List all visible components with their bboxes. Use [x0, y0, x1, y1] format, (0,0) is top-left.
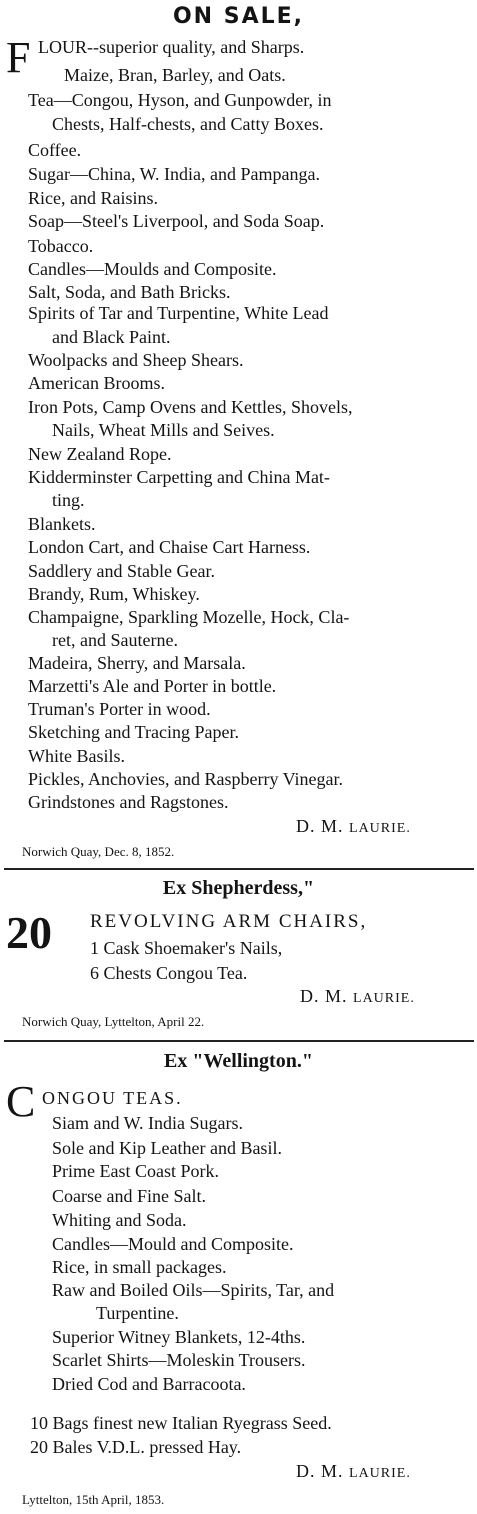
quantity-number: 20	[6, 907, 52, 958]
list-item: ting.	[52, 490, 85, 510]
list-item: Truman's Porter in wood.	[28, 699, 211, 719]
dateline: Lyttelton, 15th April, 1853.	[22, 1492, 165, 1507]
list-item: New Zealand Rope.	[28, 444, 172, 464]
signature	[296, 1460, 411, 1485]
list-item: Scarlet Shirts—Moleskin Trousers.	[52, 1350, 306, 1370]
list-item: Rice, in small packages.	[52, 1257, 227, 1277]
list-item: Champaigne, Sparkling Mozelle, Hock, Cla-	[28, 607, 350, 627]
list-item: Turpentine.	[96, 1303, 179, 1323]
list-item: Soap—Steel's Liverpool, and Soda Soap.	[28, 211, 325, 231]
list-item: Tobacco.	[28, 236, 94, 256]
signature-name: LAURIE.	[349, 1466, 411, 1481]
divider	[4, 1040, 474, 1042]
divider	[4, 868, 474, 870]
list-item: ret, and Sauterne.	[52, 630, 178, 650]
list-item: Iron Pots, Camp Ovens and Kettles, Shovels,	[28, 397, 353, 417]
drop-cap-letter: C	[6, 1077, 36, 1126]
list-item: Rice, and Raisins.	[28, 188, 158, 208]
list-item: 1 Cask Shoemaker's Nails,	[90, 938, 283, 958]
list-item: REVOLVING ARM CHAIRS,	[90, 911, 368, 932]
list-item: 20 Bales V.D.L. pressed Hay.	[30, 1437, 242, 1457]
list-item: Nails, Wheat Mills and Seives.	[52, 420, 275, 440]
list-item: Brandy, Rum, Whiskey.	[28, 584, 200, 604]
list-item: ONGOU TEAS.	[42, 1088, 183, 1108]
list-item: Madeira, Sherry, and Marsala.	[28, 653, 246, 673]
list-item: Chests, Half-chests, and Catty Boxes.	[52, 114, 324, 134]
list-item: Candles—Moulds and Composite.	[28, 259, 277, 279]
list-item: Marzetti's Ale and Porter in bottle.	[28, 676, 277, 696]
list-item: Tea—Congou, Hyson, and Gunpowder, in	[28, 90, 332, 110]
list-item: Superior Witney Blankets, 12-4ths.	[52, 1327, 306, 1347]
list-item: and Black Paint.	[52, 327, 171, 347]
list-item: Salt, Soda, and Bath Bricks.	[28, 282, 231, 302]
list-item: Siam and W. India Sugars.	[52, 1113, 243, 1133]
list-item: Blankets.	[28, 514, 96, 534]
signature	[300, 985, 415, 1010]
ad-header: Ex "Wellington."	[164, 1050, 313, 1072]
list-item: Pickles, Anchovies, and Raspberry Vinegar.	[28, 769, 344, 789]
dateline: Norwich Quay, Dec. 8, 1852.	[22, 844, 175, 859]
list-item: Coffee.	[28, 140, 82, 160]
list-item: Woolpacks and Sheep Shears.	[28, 350, 244, 370]
list-item: Coarse and Fine Salt.	[52, 1186, 206, 1206]
list-item: American Brooms.	[28, 373, 165, 393]
signature-initials: D. M.	[300, 986, 348, 1006]
signature-name: LAURIE.	[349, 821, 411, 836]
list-item: Dried Cod and Barracoota.	[52, 1374, 246, 1394]
signature	[296, 815, 411, 840]
list-item: Spirits of Tar and Turpentine, White Lead	[28, 303, 329, 323]
list-item: Candles—Mould and Composite.	[52, 1234, 294, 1254]
list-item: Saddlery and Stable Gear.	[28, 561, 215, 581]
list-item: LOUR--superior quality, and Sharps.	[38, 37, 305, 57]
list-item: London Cart, and Chaise Cart Harness.	[28, 537, 311, 557]
dateline: Norwich Quay, Lyttelton, April 22.	[22, 1014, 205, 1029]
list-item: Maize, Bran, Barley, and Oats.	[64, 65, 286, 85]
list-item: Sketching and Tracing Paper.	[28, 722, 239, 742]
list-item: Sugar—China, W. India, and Pampanga.	[28, 164, 320, 184]
signature-name: LAURIE.	[353, 991, 415, 1006]
list-item: Whiting and Soda.	[52, 1210, 187, 1230]
list-item: 10 Bags finest new Italian Ryegrass Seed.	[30, 1413, 332, 1433]
list-item: 6 Chests Congou Tea.	[90, 963, 248, 983]
list-item: White Basils.	[28, 746, 125, 766]
page-title: ON SALE,	[172, 4, 305, 29]
list-item: Sole and Kip Leather and Basil.	[52, 1138, 282, 1158]
list-item: Grindstones and Ragstones.	[28, 792, 229, 812]
ad-header: Ex Shepherdess,"	[162, 877, 315, 899]
list-item: Prime East Coast Pork.	[52, 1161, 219, 1181]
list-item: Kidderminster Carpetting and China Mat-	[28, 467, 330, 487]
list-item: Raw and Boiled Oils—Spirits, Tar, and	[52, 1280, 335, 1300]
drop-cap-letter: F	[6, 33, 31, 82]
signature-initials: D. M.	[296, 1461, 344, 1481]
signature-initials: D. M.	[296, 816, 344, 836]
